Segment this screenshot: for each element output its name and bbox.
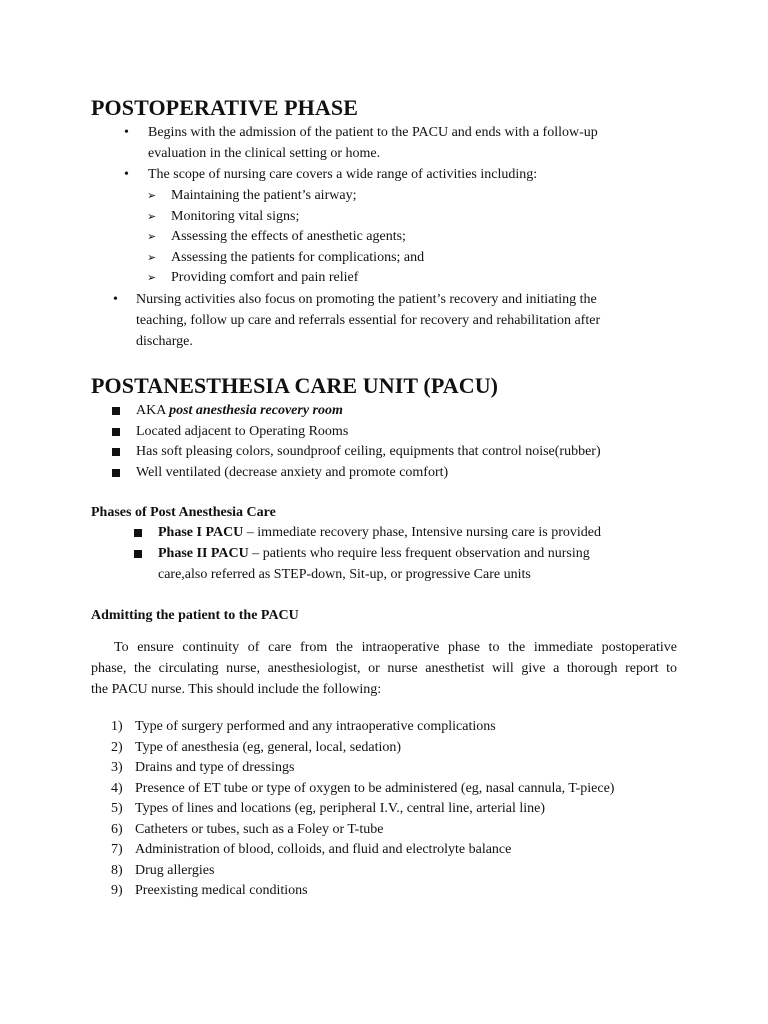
list-item: ➢ Monitoring vital signs; [171, 207, 424, 228]
heading-phases: Phases of Post Anesthesia Care [91, 505, 276, 520]
heading-admitting: Admitting the patient to the PACU [91, 608, 299, 623]
heading-pacu: POSTANESTHESIA CARE UNIT (PACU) [91, 373, 499, 398]
heading-postoperative-phase: POSTOPERATIVE PHASE [91, 95, 358, 120]
bullet-text-line: Begins with the admission of the patient to the PACU and ends with a follow-up [148, 125, 598, 140]
list-item: 3) Drains and type of dressings [111, 760, 295, 775]
list-item: 5) Types of lines and locations (eg, peripheral I.V., central line, arterial line) [111, 801, 546, 816]
aka-term: post anesthesia recovery room [169, 403, 343, 418]
list-item: Phase II PACU – patients who require less frequent observation and nursing [158, 544, 601, 565]
square-bullet-icon [112, 428, 120, 436]
list-item: Well ventilated (decrease anxiety and promote comfort) [136, 463, 601, 484]
list-item: 2) Type of anesthesia (eg, general, local, sedation) [111, 739, 402, 755]
list-item: 8) Drug allergies [111, 862, 215, 878]
bullet-text-line: discharge. [136, 334, 193, 349]
list-item: Has soft pleasing colors, soundproof ceiling, equipments that control noise(rubber) [136, 442, 601, 463]
paragraph-line: phase, the circulating nurse, anesthesiologist, or nurse anesthetist will give a thorough report to [91, 661, 677, 676]
phase-continuation: care,also referred as STEP-down, Sit-up, or progressive Care units [158, 567, 531, 582]
arrow-icon: ➢ [147, 190, 157, 202]
list-item: 1) Type of surgery performed and any intraoperative complications [111, 719, 496, 734]
bullet-text-line: Nursing activities also focus on promoting the patient’s recovery and initiating the [136, 292, 597, 307]
list-item: 4) Presence of ET tube or type of oxygen to be administered (eg, nasal cannula, T-piece) [111, 780, 615, 796]
bullet-marker: • [124, 125, 129, 140]
arrow-icon: ➢ [147, 272, 157, 284]
list-item: ➢ Assessing the effects of anesthetic agents; [171, 227, 424, 248]
arrow-icon: ➢ [147, 251, 157, 264]
list-item: Located adjacent to Operating Rooms [136, 422, 601, 443]
list-item: ➢ Assessing the patients for complications; and [171, 248, 424, 269]
paragraph-line: the PACU nurse. This should include the following: [91, 682, 382, 697]
bullet-marker: • [124, 167, 129, 182]
bullet-marker: • [113, 292, 118, 307]
list-item: 6) Catheters or tubes, such as a Foley or T-tube [111, 821, 384, 837]
activities-list [147, 186, 425, 289]
bullet-text-line: evaluation in the clinical setting or home. [148, 146, 381, 161]
report-items-list [111, 717, 615, 902]
list-item: 9) Preexisting medical conditions [111, 883, 308, 898]
phases-list [158, 523, 601, 564]
paragraph-line: To ensure continuity of care from the intraoperative phase to the immediate postoperative [114, 640, 677, 655]
bullet-text-line: teaching, follow up care and referrals essential for recovery and rehabilitation after [136, 313, 601, 328]
pacu-features-list [136, 401, 601, 483]
square-bullet-icon [112, 448, 120, 456]
list-item: ➢ Maintaining the patient’s airway; [171, 186, 424, 207]
arrow-icon: ➢ [147, 231, 157, 243]
list-item: Phase I PACU – immediate recovery phase, Intensive nursing care is provided [158, 523, 601, 544]
list-item: ➢ Providing comfort and pain relief [171, 268, 424, 289]
square-bullet-icon [134, 550, 142, 558]
bullet-text-line: The scope of nursing care covers a wide range of activities including: [148, 167, 538, 182]
square-bullet-icon [134, 529, 142, 537]
square-bullet-icon [112, 407, 120, 415]
list-item: 7) Administration of blood, colloids, and fluid and electrolyte balance [111, 842, 512, 857]
square-bullet-icon [112, 469, 120, 477]
arrow-icon: ➢ [147, 210, 157, 223]
list-item: AKA post anesthesia recovery room [136, 401, 601, 422]
